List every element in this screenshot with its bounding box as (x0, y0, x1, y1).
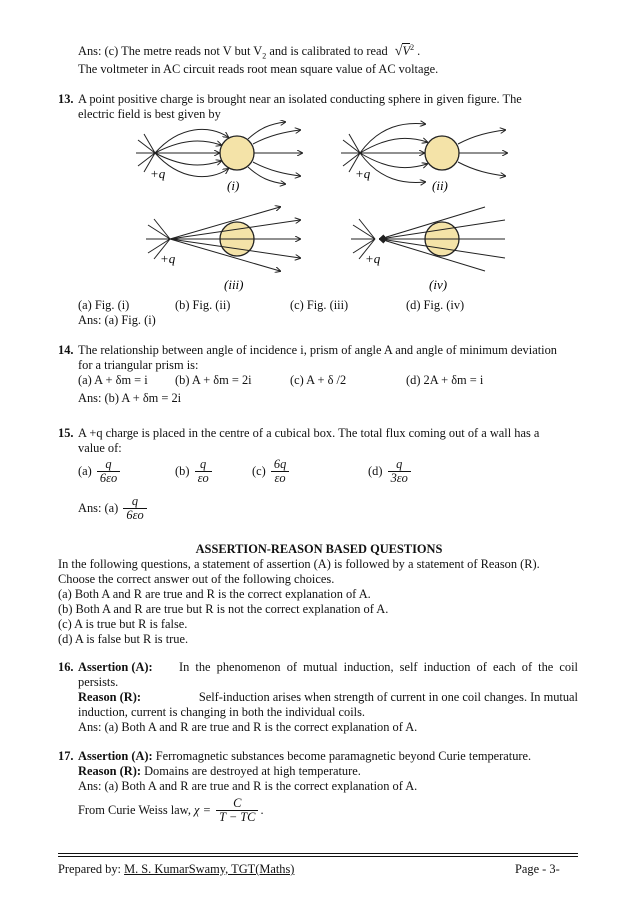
assertion-reason-heading: ASSERTION-REASON BASED QUESTIONS (195, 542, 443, 556)
charge-label: +q (160, 251, 176, 266)
footer-rule-top (58, 853, 578, 854)
q16-assertion-line1: Assertion (A): In the phenomenon of mutual induction, self induction of each of the coil (78, 660, 578, 674)
q13-option-a: (a) Fig. (i) (78, 298, 130, 312)
figure-iii (146, 207, 300, 292)
q16-reason-line1: Reason (R): Self-induction arises when strength of current in one coil changes. In mutual (78, 690, 578, 704)
q12-answer-line1: Ans: (c) The metre reads not V but $V_2$ and is calibrated to read $√V^2$ . (78, 42, 421, 61)
charge-label: +q (355, 166, 371, 181)
figure-i (136, 122, 302, 193)
q15-number: 15. (58, 426, 74, 440)
q15-text-line1: A +q charge is placed in the centre of a cubical box. The total flux coming out of a wall has a (78, 426, 540, 440)
q17-assertion: Assertion (A): Ferromagnetic substances become paramagnetic beyond Curie temperature. (78, 749, 532, 763)
q13-text-line1: A point positive charge is brought near an isolated conducting sphere in given figure. The (78, 92, 522, 106)
ar-choice-b: (b) Both A and R are true but R is not the correct explanation of A. (58, 602, 389, 616)
footer-prepared-by: Prepared by: M. S. KumarSwamy, TGT(Maths) (58, 862, 295, 876)
sphere (220, 136, 254, 170)
q12-answer-line2: The voltmeter in AC circuit reads root mean square value of AC voltage. (78, 62, 439, 76)
ar-choice-a: (a) Both A and R are true and R is the correct explanation of A. (58, 587, 371, 601)
q15-text-line2: value of: (78, 441, 122, 455)
q15-option-a: (a) $\frac{q}{6\varepsilon o}$ (78, 458, 122, 485)
q13-option-d: (d) Fig. (iv) (406, 298, 465, 312)
q16-assertion-line2: persists. (78, 675, 119, 689)
q15-option-b: (b) $\frac{q}{\varepsilon o}$ (175, 458, 214, 485)
ar-intro-line2: Choose the correct answer out of the following choices. (58, 572, 335, 586)
q17-reason: Reason (R): Domains are destroyed at high temperature. (78, 764, 361, 778)
q14-number: 14. (58, 343, 74, 357)
q15-option-d: (d) $\frac{q}{3\varepsilon o}$ (368, 458, 413, 485)
figure-label-iii: (iii) (224, 277, 244, 292)
q13-option-c: (c) Fig. (iii) (290, 298, 349, 312)
figure-iv (351, 207, 505, 292)
q14-option-c: (c) A + δ /2 (290, 373, 347, 387)
q16-reason-line2: induction, current is changing in both the individual coils. (78, 705, 365, 719)
electric-field-figures (120, 120, 520, 300)
figure-label-i: (i) (227, 178, 240, 193)
q14-answer: Ans: (b) A + δm = 2i (78, 391, 182, 405)
q14-option-b: (b) A + δm = 2i (175, 373, 252, 387)
q14-text-line1: The relationship between angle of incidence i, prism of angle A and angle of minimum deviation (78, 343, 557, 357)
footer-rule-bottom (58, 856, 578, 857)
q15-answer: Ans: (a) $\frac{q}{6\varepsilon o}$ (78, 495, 149, 522)
q13-answer: Ans: (a) Fig. (i) (78, 313, 156, 327)
q17-number: 17. (58, 749, 74, 763)
page-number: Page - 3- (515, 862, 560, 876)
q13-number: 13. (58, 92, 74, 106)
author-name: M. S. KumarSwamy, TGT(Maths) (124, 862, 295, 876)
q13-text-line2: electric field is best given by (78, 107, 221, 121)
ar-choice-c: (c) A is true but R is false. (58, 617, 188, 631)
figure-label-ii: (ii) (432, 178, 448, 193)
curie-weiss-law: From Curie Weiss law, χ = $\frac{C}{T - TC}$ . (78, 796, 264, 824)
sqrt-expression: $√V^2$ (394, 42, 415, 59)
ar-intro-line1: In the following questions, a statement of assertion (A) is followed by a statement of Reason (R). (58, 557, 540, 571)
charge-label: +q (365, 251, 381, 266)
q16-answer: Ans: (a) Both A and R are true and R is the correct explanation of A. (78, 720, 418, 734)
charge-label: +q (150, 166, 166, 181)
q14-text-line2: for a triangular prism is: (78, 358, 199, 372)
q17-answer: Ans: (a) Both A and R are true and R is the correct explanation of A. (78, 779, 418, 793)
q14-option-d: (d) 2A + δm = i (406, 373, 484, 387)
q13-option-b: (b) Fig. (ii) (175, 298, 231, 312)
q16-number: 16. (58, 660, 74, 674)
figure-ii (341, 124, 507, 193)
sphere (425, 136, 459, 170)
q15-option-c: (c) $\frac{6q}{\varepsilon o}$ (252, 458, 291, 485)
figure-label-iv: (iv) (429, 277, 448, 292)
ar-choice-d: (d) A is false but R is true. (58, 632, 189, 646)
q14-option-a: (a) A + δm = i (78, 373, 148, 387)
